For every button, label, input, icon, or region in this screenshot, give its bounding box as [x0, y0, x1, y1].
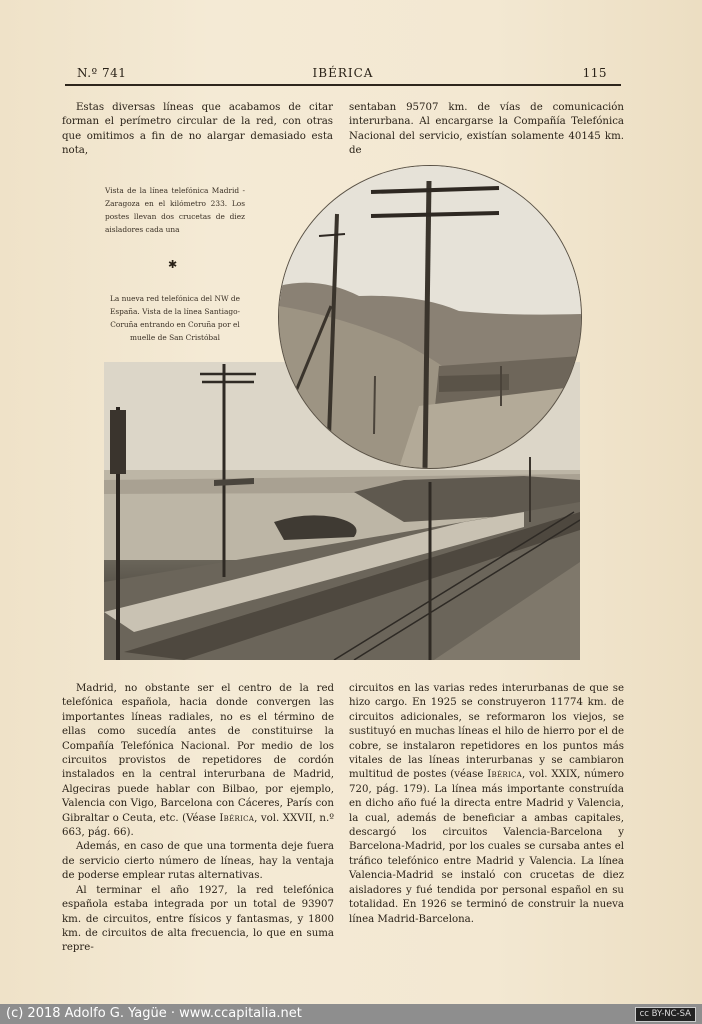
license-badge: cc BY-NC-SA: [635, 1007, 696, 1022]
top-right-column: [349, 101, 624, 159]
p1-magazine-ref: Ibérica: [219, 812, 255, 824]
photo-madrid-zaragoza-drawing: [279, 166, 581, 468]
magazine-title: IBÉRICA: [312, 66, 374, 80]
p1-text-b: , vol. XXVII, n.º 663, pág. 66).: [62, 812, 334, 839]
right-text-a: circuitos en las varias redes interurbanas de que se hizo cargo. En 1925 se construyeron 11774 km. de circuitos adicionales, se reformaron los viejos, se sustituyó en muchas líneas el hilo de hierro por el de cobre, se instalaron repetidores en los puntos más vitales de las líneas interurbanas y se cambiaron multitud de postes (véase: [349, 683, 624, 781]
caption-madrid-zaragoza: Vista de la línea telefónica Madrid - Zaragoza en el kilómetro 233. Los postes llevan dos crucetas de diez aisladores cada una: [105, 186, 245, 234]
right-text-b: , vol. XXIX, número 720, pág. 179). La línea más importante construída en dicho año fué la directa entre Madrid y Valencia, la cual, además de beneficiar a ambas capitales, descargó los circuitos Valencia-Barcelona y Barcelona-Madrid, por los cuales se cursaba antes el tráfico telefónico entre Madrid y Valencia. La línea Valencia-Madrid se instaló con crucetas de diez aisladores y fué tendida por personal español en su totalidad. En 1926 se terminó de construir la nueva línea Madrid-Barcelona.: [349, 769, 624, 925]
top-left-paragraph: Estas diversas líneas que acabamos de citar forman el perímetro circular de la red, con otras que omitimos a fin de no alargar demasiado esta nota,: [62, 102, 333, 157]
caption-separator: ✱: [168, 258, 178, 271]
caption-santiago-coruna: La nueva red telefónica del NW de España. Vista de la línea Santiago-Coruña entrando en Coruña por el muelle de San Cristóbal: [109, 294, 241, 342]
top-right-paragraph: sentaban 95707 km. de vías de comunicación interurbana. Al encargarse la Compañía Telefónica Nacional del servicio, existían solamente 40145 km. de: [349, 102, 624, 157]
p1-text-a: Madrid, no obstante ser el centro de la red telefónica española, hacia donde convergen las importantes líneas radiales, no es el término de ellas como sucedía antes de constituirse la Compañía Telefónica Nacional. Por medio de los circuitos provistos de repetidores de cordón instalados en la central interurbana de Madrid, Algeciras puede hablar con Bilbao, por ejemplo, Valencia con Vigo, Barcelona con Cáceres, París con Gibraltar o Ceuta, etc. (Véase: [62, 683, 334, 824]
photo-madrid-zaragoza: [278, 165, 582, 469]
copyright-text: (c) 2018 Adolfo G. Yagüe · www.ccapitalia.net: [6, 1006, 302, 1021]
bottom-left-column: [62, 682, 334, 956]
bottom-right-column: [349, 682, 624, 927]
bottom-right-paragraph: [349, 682, 624, 927]
bottom-left-paragraph-3: Al terminar el año 1927, la red telefónica española estaba integrada por un total de 93907 km. de circuitos, entre físicos y fantasmas, y 1800 km. de circuitos de alta frecuencia, lo que en suma repre-: [62, 884, 334, 954]
header-rule: [65, 84, 621, 86]
right-magazine-ref: Ibérica: [487, 769, 523, 781]
issue-number: N.º 741: [77, 66, 127, 80]
page-number: 115: [582, 66, 607, 80]
bottom-left-paragraph-1: [62, 682, 334, 840]
page-header: [65, 66, 621, 82]
top-left-column: [62, 101, 333, 159]
bottom-left-paragraph-2: Además, en caso de que una tormenta deje fuera de servicio cierto número de líneas, hay la ventaja de poderse emplear rutas alternativas.: [62, 841, 334, 882]
watermark-footer: [0, 1004, 702, 1024]
